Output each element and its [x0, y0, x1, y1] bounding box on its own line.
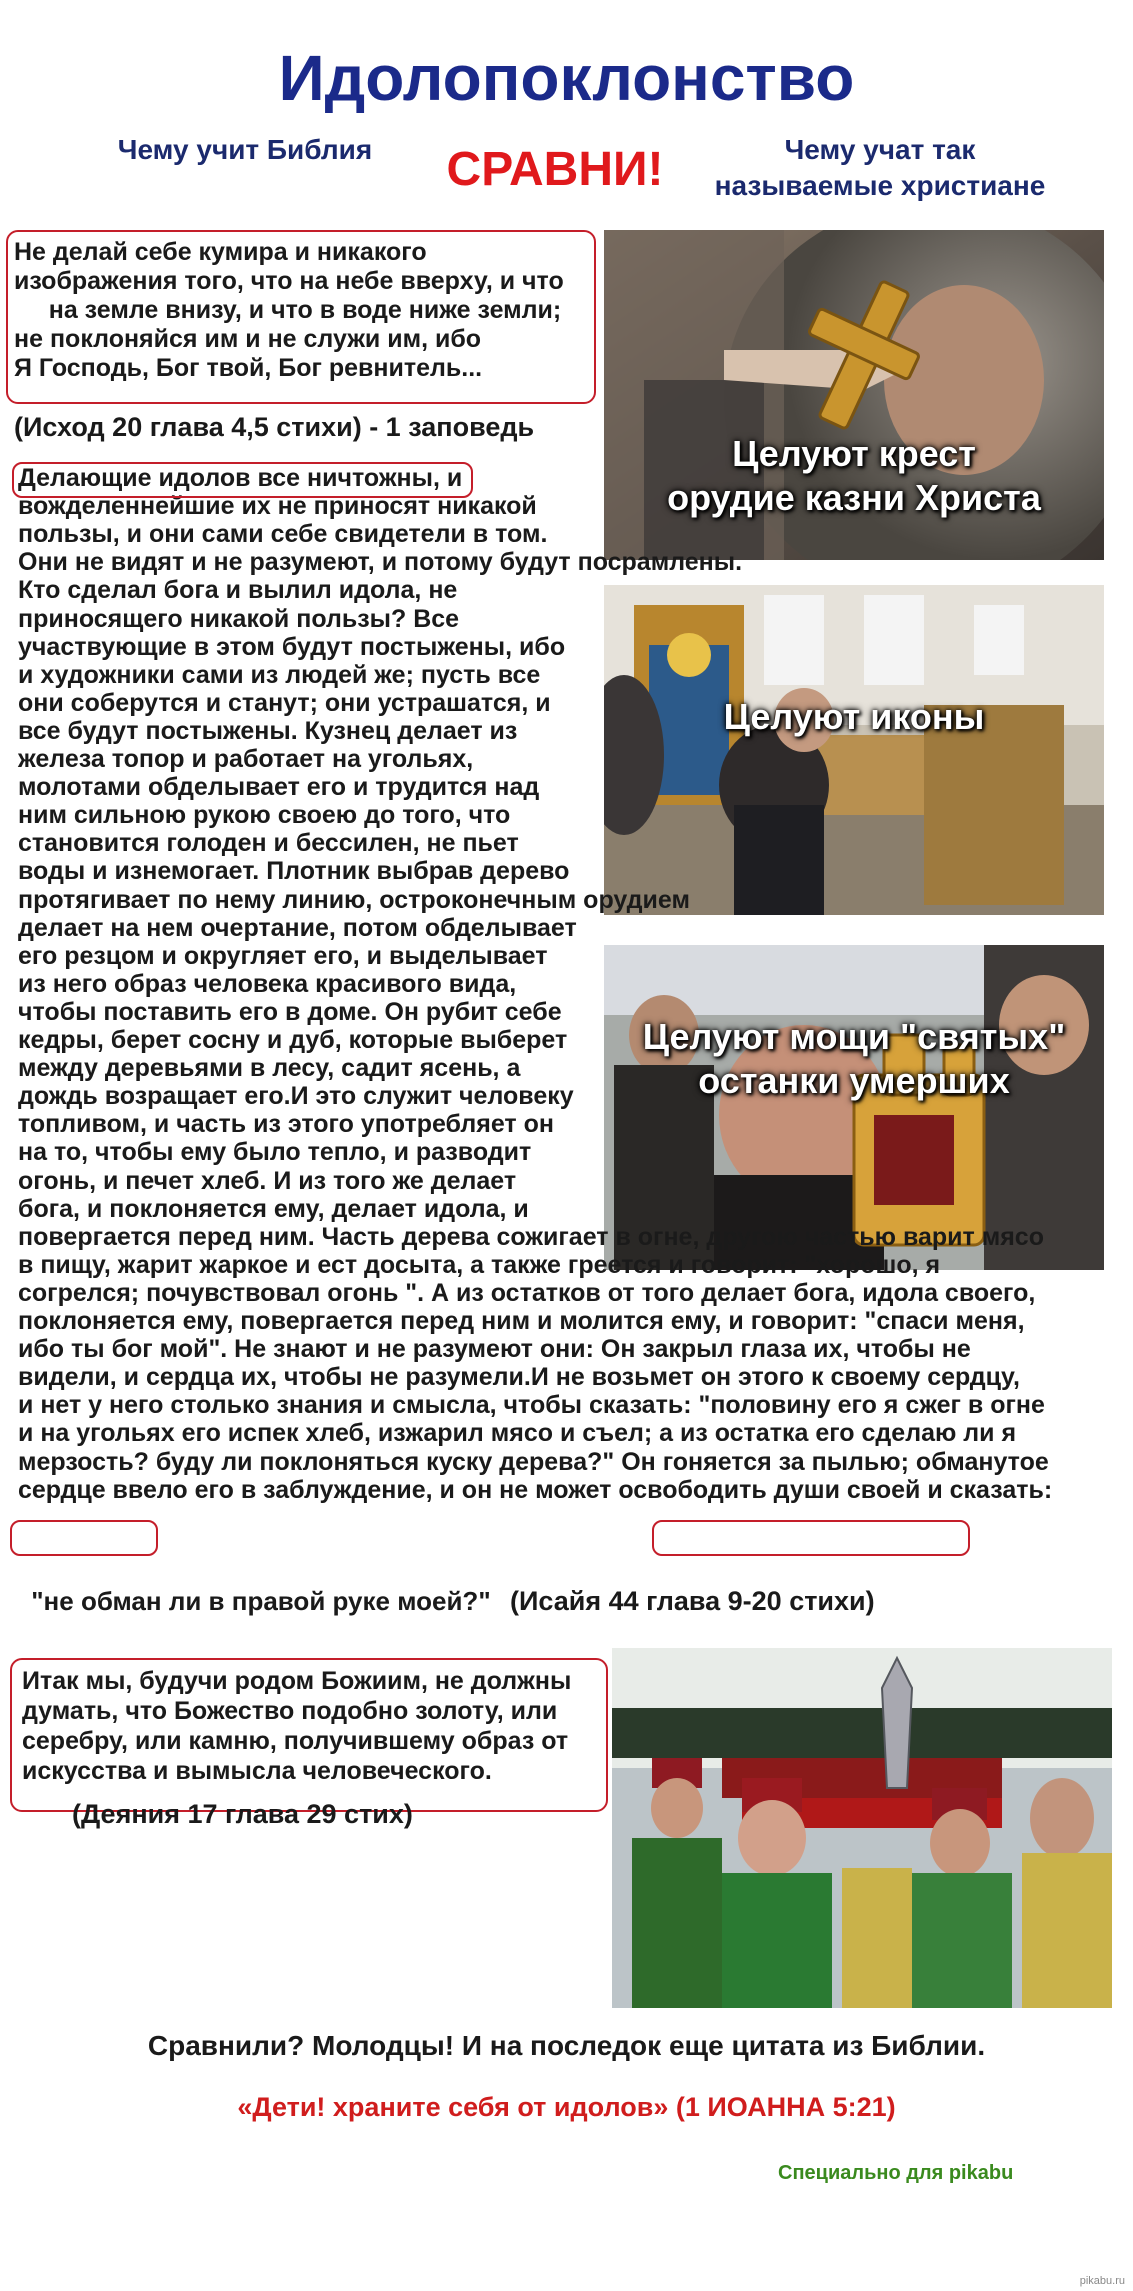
photo-caption [604, 432, 1104, 520]
exodus-line: на земле внизу, и что в воде ниже земли; [14, 296, 562, 324]
exodus-line: не поклоняйся им и не служи им, ибо [14, 325, 482, 353]
isaiah-line: согрелся; почувствовал огонь ". А из остатков от того делает бога, идола своего, [18, 1278, 1036, 1307]
header-bible-teaches: Чему учит Библия [117, 134, 373, 165]
caption-line-1: Целуют иконы [723, 696, 985, 737]
page-title: Идолопоклонство [278, 42, 855, 114]
acts-line: искусства и вымысла человеческого. [22, 1757, 492, 1785]
isaiah-line: поклоняется ему, повергается перед ним и молится ему, и говорит: "спаси меня, [18, 1307, 1025, 1335]
header-right-line-2: называемые христиане [714, 170, 1046, 201]
isaiah-line: делает на нем очертание, потом обделывает [18, 913, 577, 942]
isaiah-line: повергается перед ним. Часть дерева сожигает в огне, другою частью варит мясо [18, 1222, 1044, 1251]
highlight-idol-makers [12, 462, 473, 498]
isaiah-line: бога, и поклоняется ему, делает идола, и [18, 1194, 529, 1223]
isaiah-line: Они не видят и не разумеют, и потому будут посрамлены. [18, 548, 743, 577]
acts-line: серебру, или камню, получившему образ от [22, 1727, 569, 1755]
isaiah-line: на то, чтобы ему было тепло, и разводит [18, 1138, 532, 1167]
isaiah-line: становится голоден и бессилен, не пьет [18, 829, 519, 858]
header-christians-teach [675, 132, 1085, 204]
photo-priests-procession-image [612, 1648, 1112, 2008]
isaiah-line: и нет у него столько знания и смысла, чтобы сказать: "половину его я сжег в огне [18, 1391, 1045, 1420]
isaiah-line: в пищу, жарит жаркое и ест досыта, а также греется и говорит: "хорошо, я [18, 1250, 941, 1279]
final-quote: «Дети! храните себя от идолов» (1 ИОАННА 5:21) [237, 2092, 896, 2122]
isaiah-line: приносящего никакой пользы? Все [18, 604, 460, 633]
isaiah-line: ним сильною рукою своею до того, что [18, 801, 511, 830]
exodus-reference: (Исход 20 глава 4,5 стихи) - 1 заповедь [14, 412, 535, 442]
watermark: pikabu.ru [1079, 2275, 1125, 2287]
isaiah-line: мерзость? буду ли поклоняться куску дерева?" Он гоняется за пылью; обманутое [18, 1447, 1049, 1476]
isaiah-line: они соберутся и станут; они устрашатся, и [18, 688, 551, 717]
isaiah-line: дождь возращает его.И это служит человеку [18, 1082, 574, 1111]
isaiah-line: ибо ты бог мой". Не знают и не разумеют они: Он закрыл глаза их, чтобы не [18, 1335, 971, 1364]
compare-text: Сравнили? Молодцы! И на последок еще цитата из Библии. [147, 2030, 986, 2061]
exodus-line: Не делай себе кумира и никакого [14, 238, 427, 266]
highlight-abomination [10, 1520, 158, 1556]
photo-kissing-icons [604, 585, 1104, 915]
isaiah-line: воды и изнемогает. Плотник выбрав дерево [18, 857, 570, 886]
exodus-line: Я Господь, Бог твой, Бог ревнитель... [14, 354, 483, 382]
photo-caption [604, 695, 1104, 739]
isaiah-line: железа топор и работает на угольях, [18, 745, 474, 773]
isaiah-line: его резцом и округляет его, и выделывает [18, 941, 548, 970]
isaiah-line: топливом, и часть из этого употребляет он [18, 1110, 554, 1139]
credit-text: Специально для pikabu [778, 2162, 1014, 2184]
photo-kissing-relics-image [604, 945, 1104, 1270]
isaiah-line: сердце ввело его в заблуждение, и он не может освободить души своей и сказать: [18, 1475, 1053, 1504]
isaiah-reference: (Исайя 44 глава 9-20 стихи) [510, 1586, 875, 1616]
acts-line: думать, что Божество подобно золоту, или [22, 1697, 558, 1725]
isaiah-line: и художники сами из людей же; пусть все [18, 660, 541, 689]
isaiah-line: все будут постыжены. Кузнец делает из [18, 716, 518, 745]
photo-caption [604, 1015, 1104, 1103]
isaiah-line: Делающие идолов все ничтожны, и [18, 464, 463, 492]
photo-kissing-icons-image [604, 585, 1104, 915]
isaiah-line: чтобы поставить его в доме. Он рубит себе [18, 997, 562, 1026]
photo-kissing-cross [604, 230, 1104, 560]
caption-line-1: Целуют мощи "святых" [642, 1016, 1066, 1057]
acts-line: Итак мы, будучи родом Божиим, не должны [22, 1667, 572, 1695]
isaiah-line: между деревьями в лесу, садит ясень, а [18, 1054, 521, 1083]
isaiah-line: видели, и сердца их, чтобы не разумели.И не возьмет он этого к своему сердцу, [18, 1363, 1020, 1392]
acts-reference: (Деяния 17 глава 29 стих) [72, 1799, 413, 1829]
caption-line-1: Целуют крест [732, 433, 976, 474]
caption-line-2: орудие казни Христа [667, 477, 1041, 518]
isaiah-line: огонь, и печет хлеб. И из того же делает [18, 1166, 517, 1195]
photo-priests-procession [612, 1648, 1112, 2008]
isaiah-line: протягивает по нему линию, остроконечным орудием [18, 885, 690, 914]
highlight-chases-dust [652, 1520, 970, 1556]
header-compare: СРАВНИ! [446, 143, 664, 196]
isaiah-line: из него образ человека красивого вида, [18, 969, 517, 998]
exodus-line: изображения того, что на небе вверху, и что [14, 267, 564, 295]
isaiah-line: кедры, берет сосну и дуб, которые выберет [18, 1026, 568, 1054]
isaiah-line: и на угольях его испек хлеб, изжарил мясо и съел; а из остатка его сделаю ли я [18, 1419, 1017, 1448]
isaiah-line: пользы, и они сами себе свидетели в том. [18, 520, 548, 549]
isaiah-line: вожделеннейшие их не приносят никакой [18, 492, 537, 521]
photo-kissing-relics [604, 945, 1104, 1270]
caption-line-2: останки умерших [698, 1060, 1010, 1101]
isaiah-line: молотами обделывает его и трудится над [18, 773, 540, 802]
isaiah-last-line: "не обман ли в правой руке моей?" [24, 1586, 491, 1616]
isaiah-line: участвующие в этом будут постыжены, ибо [18, 632, 566, 661]
header-right-line-1: Чему учат так [784, 134, 976, 165]
isaiah-line: Кто сделал бога и вылил идола, не [18, 576, 458, 605]
